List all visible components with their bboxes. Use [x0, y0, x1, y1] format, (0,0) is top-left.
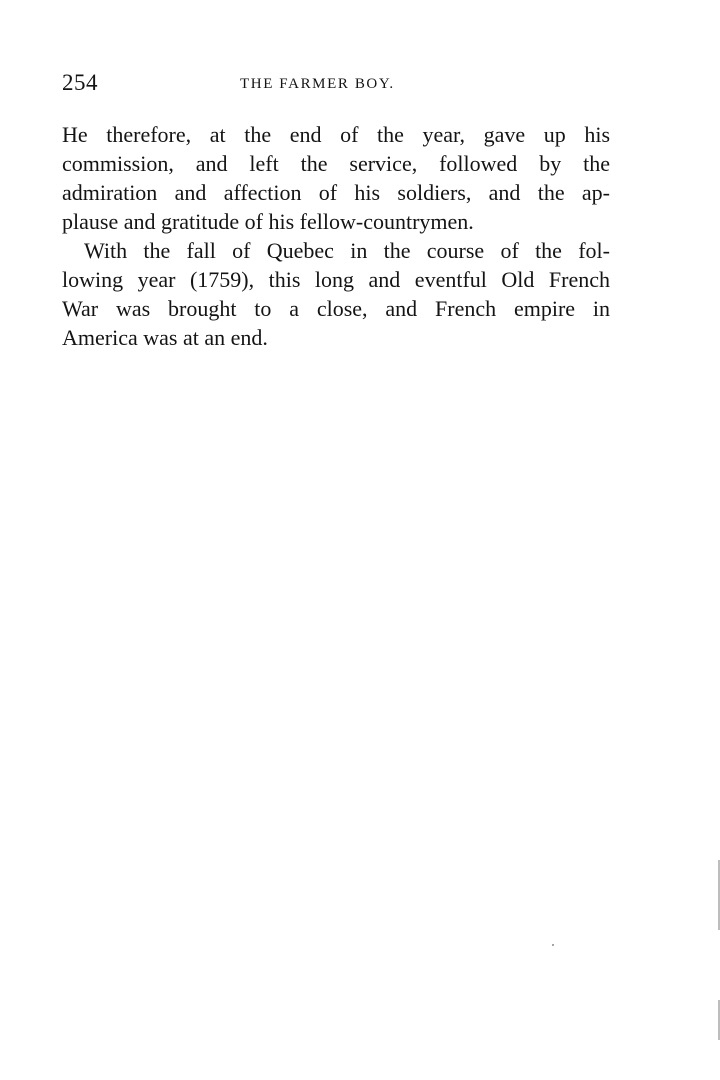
text-line: He therefore, at the end of the year, gave up his [62, 122, 610, 147]
paragraph [62, 236, 610, 352]
body-text [62, 120, 610, 352]
text-line: plause and gratitude of his fellow-countrymen. [62, 209, 474, 234]
running-title: THE FARMER BOY. [240, 76, 395, 92]
running-head [62, 70, 610, 100]
text-line: lowing year (1759), this long and eventful Old French [62, 267, 610, 292]
text-line: With the fall of Quebec in the course of the fol- [84, 238, 610, 263]
page-number: 254 [62, 70, 98, 95]
text-line: America was at an end. [62, 325, 268, 350]
text-line: commission, and left the service, followed by the [62, 151, 610, 176]
paragraph [62, 120, 610, 236]
ink-speck [552, 944, 554, 946]
text-line: War was brought to a close, and French empire in [62, 296, 610, 321]
text-line: admiration and affection of his soldiers, and the ap- [62, 180, 610, 205]
